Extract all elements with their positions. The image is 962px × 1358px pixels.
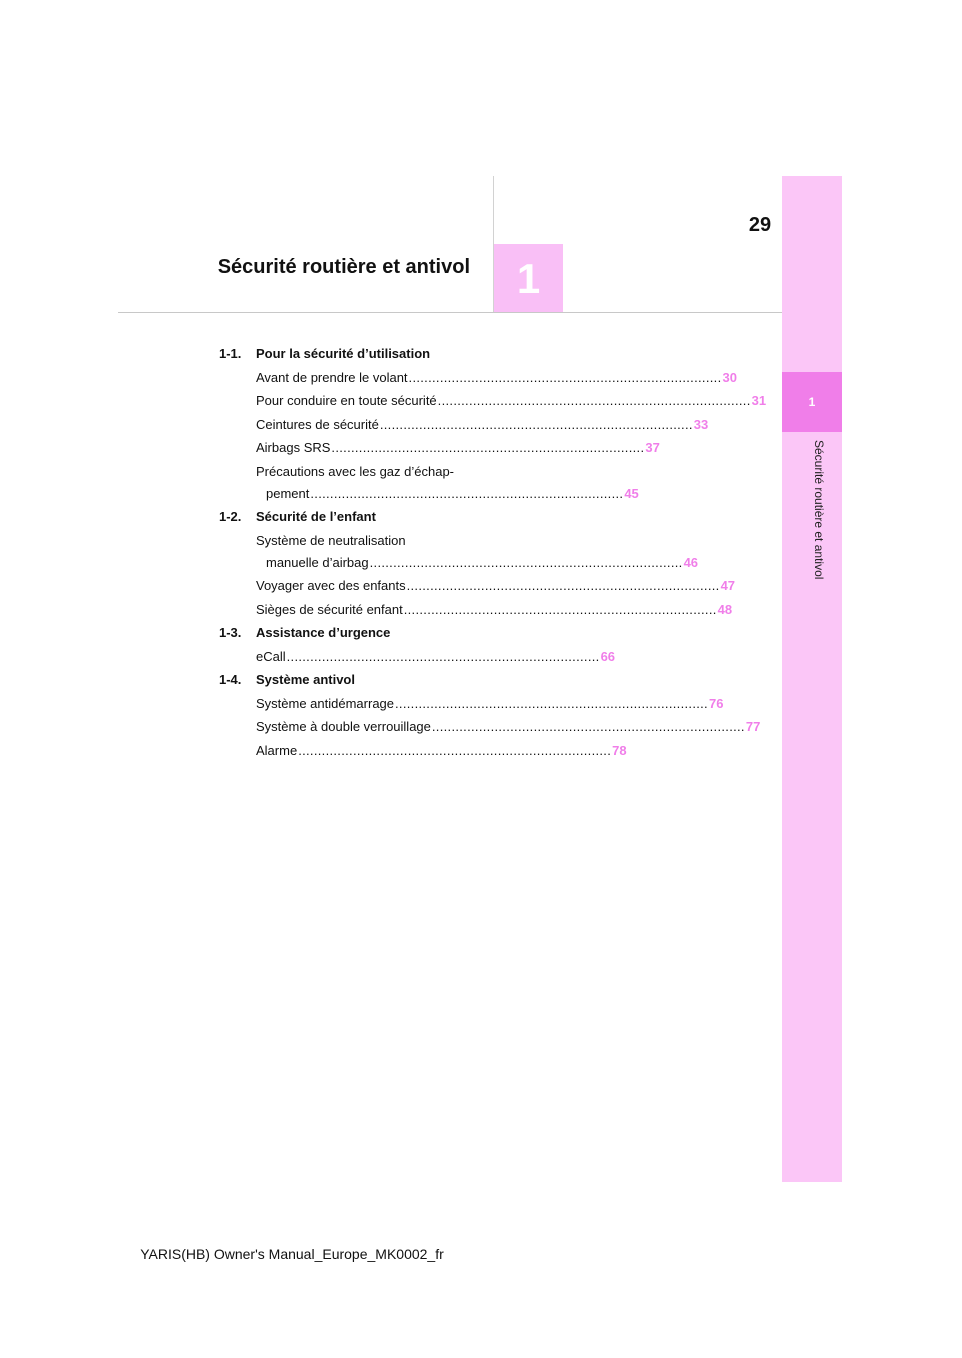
toc-section-heading[interactable] (219, 622, 467, 644)
toc-entry-title: Système antidémarrage (256, 695, 395, 711)
toc-entry[interactable] (219, 437, 660, 459)
footer (0, 1246, 962, 1262)
toc-entry[interactable] (219, 693, 724, 715)
toc-dot-leader: ................................................................................ (310, 485, 624, 501)
toc-page-link[interactable]: 33 (693, 416, 709, 432)
toc-entry-title-line1: Système de neutralisation (256, 532, 406, 548)
header-divider (118, 312, 782, 313)
toc-dot-leader: ................................................................................ (431, 719, 745, 734)
toc-page-link[interactable]: 48 (717, 601, 733, 617)
toc-dot-leader: ................................................................................ (395, 695, 708, 711)
chapter-number-box (494, 244, 563, 313)
toc-section-heading[interactable] (219, 506, 467, 528)
toc-entry-title-line1: Précautions avec les gaz d’échap- (256, 463, 455, 479)
toc-dot-leader: ................................................................................ (286, 648, 600, 664)
toc-entry[interactable] (219, 367, 737, 389)
toc-entry-title: Voyager avec des enfants (256, 578, 406, 593)
toc-dot-leader: ................................................................................ (331, 440, 645, 455)
toc-page-link[interactable]: 37 (645, 440, 660, 455)
toc-page-link[interactable]: 47 (720, 578, 736, 593)
toc-dot-leader: ................................................................................ (437, 393, 751, 408)
toc-entry[interactable] (219, 740, 627, 762)
toc-entry[interactable] (219, 461, 639, 505)
toc-section-title: Système antivol (256, 672, 355, 687)
toc-section-heading[interactable] (219, 669, 467, 691)
toc-page-link[interactable]: 30 (722, 369, 737, 385)
toc-entry-title: Pour conduire en toute sécurité (256, 393, 437, 408)
toc-entry[interactable] (219, 390, 767, 412)
toc-entry-title: Avant de prendre le volant (256, 369, 408, 385)
toc-dot-leader: ................................................................................ (379, 416, 693, 432)
toc-entry[interactable] (219, 716, 761, 738)
toc-page-link[interactable]: 76 (708, 695, 724, 711)
chapter-title: Sécurité routière et antivol (217, 256, 470, 278)
toc-dot-leader: ................................................................................ (369, 554, 683, 570)
toc-section-title: Sécurité de l’enfant (256, 509, 376, 524)
chapter-number: 1 (516, 254, 541, 302)
toc-page-link[interactable]: 46 (683, 554, 699, 570)
side-tab-number: 1 (808, 395, 816, 409)
toc-entry-title: eCall (256, 648, 286, 664)
table-of-contents (219, 343, 767, 763)
toc-entry-title-line2: pement (266, 485, 310, 501)
toc-entry[interactable] (219, 414, 709, 436)
toc-section-heading[interactable] (219, 343, 467, 365)
toc-section-title: Pour la sécurité d’utilisation (256, 346, 431, 361)
toc-page-link[interactable]: 66 (600, 648, 616, 664)
toc-section-number: 1-3. (219, 625, 242, 640)
toc-entry[interactable] (219, 530, 699, 574)
toc-section-number: 1-1. (219, 346, 242, 361)
toc-entry-title: Airbags SRS (256, 440, 331, 455)
side-thumb-tab (782, 176, 842, 1182)
toc-dot-leader: ................................................................................ (408, 369, 722, 385)
toc-dot-leader: ................................................................................ (406, 578, 720, 593)
toc-entry-title-line2: manuelle d’airbag (266, 554, 369, 570)
toc-entry-title: Sièges de sécurité enfant (256, 601, 403, 617)
toc-entry[interactable] (219, 646, 616, 668)
page-number: 29 (748, 214, 772, 236)
toc-page-link[interactable]: 77 (745, 719, 761, 734)
toc-section-number: 1-4. (219, 672, 242, 687)
toc-page-link[interactable]: 78 (612, 742, 627, 758)
toc-dot-leader: ................................................................................ (403, 601, 717, 617)
toc-page-link[interactable]: 31 (751, 393, 767, 408)
toc-entry[interactable] (219, 575, 736, 597)
toc-entry-title: Ceintures de sécurité (256, 416, 379, 432)
side-tab-label: Sécurité routière et antivol (812, 440, 826, 580)
toc-entry-title: Alarme (256, 742, 298, 758)
toc-entry[interactable] (219, 599, 733, 621)
side-tab-active-chapter[interactable] (782, 372, 842, 432)
toc-section-number: 1-2. (219, 509, 242, 524)
footer-text: YARIS(HB) Owner's Manual_Europe_MK0002_fr (140, 1246, 444, 1262)
toc-entry-title: Système à double verrouillage (256, 719, 431, 734)
toc-section-title: Assistance d’urgence (256, 625, 391, 640)
toc-page-link[interactable]: 45 (624, 485, 639, 501)
toc-dot-leader: ................................................................................ (298, 742, 612, 758)
